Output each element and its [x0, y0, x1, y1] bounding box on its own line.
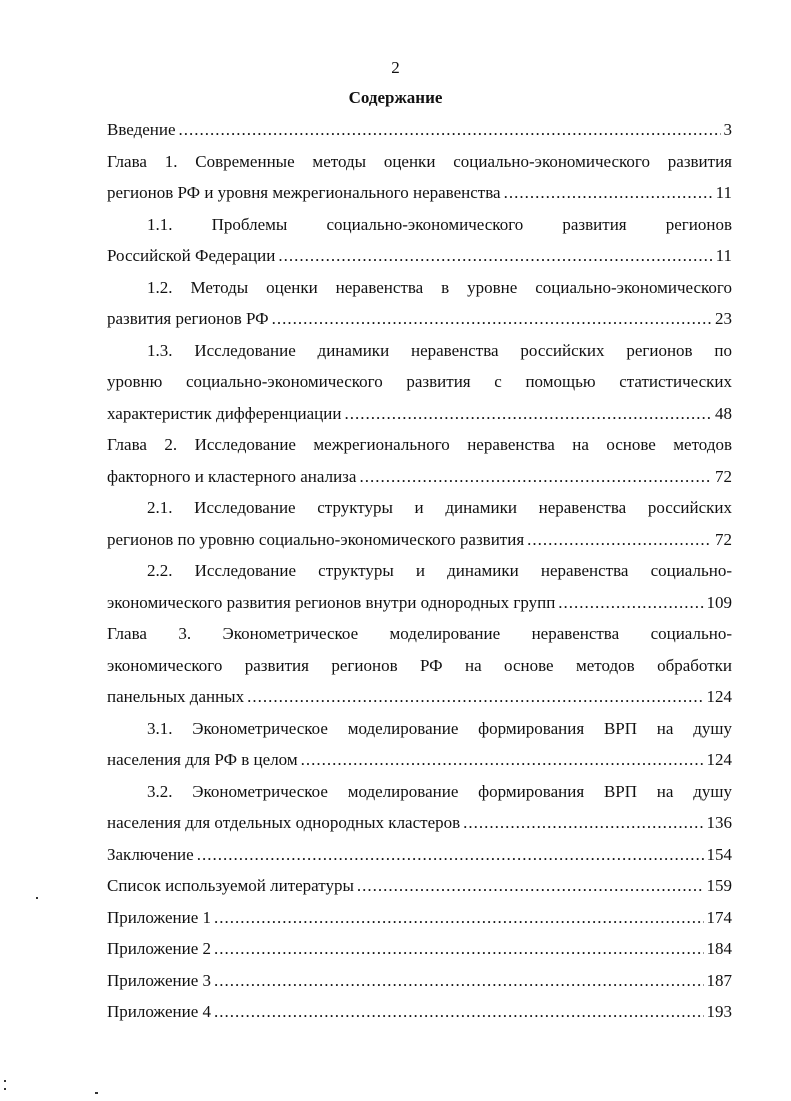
toc-entry-title: 3.2. Эконометрическое моделирование формирования ВРП на душу [147, 781, 732, 801]
toc-entry-title: 2.2. Исследование структуры и динамики неравенства социально- [147, 561, 732, 580]
toc-entry-title: факторного и кластерного анализа [107, 466, 357, 486]
toc-entry-continuation[interactable] [107, 744, 732, 776]
toc-entry-title: населения для РФ в целом [107, 750, 298, 769]
toc-entry[interactable] [107, 335, 732, 367]
toc-entry[interactable] [107, 902, 732, 934]
toc-page-number: 23 [715, 309, 732, 328]
toc-entry-continuation[interactable] [107, 461, 732, 493]
toc-entry[interactable] [107, 839, 732, 871]
toc-page-number: 174 [706, 907, 732, 927]
toc-entry[interactable] [107, 713, 732, 745]
toc-page-number: 184 [706, 939, 732, 958]
toc-entry-title: Глава 2. Исследование межрегионального неравенства на основе методов [107, 435, 732, 454]
toc-entry-title: Приложение 4 [107, 1002, 211, 1021]
toc-entry[interactable] [107, 146, 732, 178]
page-title: Содержание [348, 88, 443, 107]
toc-page-number: 3 [723, 120, 732, 139]
scan-speck [4, 1080, 6, 1082]
scan-speck [95, 1092, 98, 1094]
toc-entry[interactable] [107, 429, 732, 461]
toc-entry-continuation[interactable] [107, 240, 732, 272]
toc-entry-continuation[interactable] [107, 524, 732, 556]
leader-dots [247, 681, 703, 713]
leader-dots [463, 807, 703, 839]
toc-page-number: 124 [706, 687, 732, 706]
toc-entry-title: 1.2. Методы оценки неравенства в уровне социально-экономического [147, 277, 732, 297]
toc-entry-title: регионов РФ и уровня межрегионального неравенства [107, 183, 501, 202]
toc-entry[interactable] [107, 870, 732, 902]
toc-entry-title: 1.1. Проблемы социально-экономического развития регионов [147, 214, 732, 234]
toc-page-number: 136 [706, 813, 732, 832]
toc-page-number: 48 [715, 403, 732, 423]
toc-entry-continuation[interactable] [107, 303, 732, 335]
toc-entry-title: Введение [107, 120, 176, 139]
toc-entry-title: населения для отдельных однородных кластеров [107, 813, 461, 832]
toc-entry[interactable] [107, 272, 732, 304]
toc-entry[interactable] [107, 776, 732, 808]
leader-dots [301, 744, 704, 776]
leader-dots [197, 839, 704, 871]
toc-entry-continuation[interactable] [107, 650, 732, 682]
leader-dots [214, 902, 704, 934]
toc-page-number: 193 [706, 1002, 732, 1021]
toc-page-number: 72 [715, 529, 732, 549]
toc-entry[interactable] [107, 996, 732, 1028]
toc-entry-title: Приложение 2 [107, 939, 211, 958]
toc-entry-title: панельных данных [107, 687, 245, 706]
leader-dots [558, 587, 703, 619]
toc-page-number: 109 [706, 592, 732, 612]
toc-entry-title: 3.1. Эконометрическое моделирование формирования ВРП на душу [147, 718, 732, 738]
toc-entry-continuation[interactable] [107, 366, 732, 398]
toc-entry[interactable] [107, 114, 732, 146]
leader-dots [278, 240, 712, 272]
toc-page-number: 11 [715, 183, 732, 202]
toc-page-number: 11 [715, 246, 732, 265]
toc-entry-title: Приложение 1 [107, 907, 211, 927]
toc-entry-title: Приложение 3 [107, 970, 211, 990]
toc-entry-title: регионов по уровню социально-экономического развития [107, 529, 525, 549]
scan-speck [4, 1088, 6, 1090]
toc-entry-title: развития регионов РФ [107, 309, 269, 328]
toc-entry[interactable] [107, 933, 732, 965]
toc-page-number: 154 [706, 844, 732, 864]
page-number: 2 [391, 58, 400, 77]
leader-dots [272, 303, 712, 335]
leader-dots [527, 524, 712, 556]
toc-entry-continuation[interactable] [107, 807, 732, 839]
toc-entry-title: Российской Федерации [107, 246, 276, 265]
toc-entry-continuation[interactable] [107, 398, 732, 430]
leader-dots [504, 177, 713, 209]
toc-entry-title: 2.1. Исследование структуры и динамики неравенства российских [147, 498, 732, 517]
toc-page-number: 72 [715, 466, 732, 486]
leader-dots [214, 996, 704, 1028]
toc-entry[interactable] [107, 209, 732, 241]
toc-entry-title: Глава 3. Эконометрическое моделирование неравенства социально- [107, 624, 732, 643]
toc-entry-continuation[interactable] [107, 681, 732, 713]
toc-page-number: 159 [706, 876, 732, 895]
leader-dots [357, 870, 704, 902]
leader-dots [179, 114, 721, 146]
toc-entry-continuation[interactable] [107, 587, 732, 619]
toc-entry-title: Глава 1. Современные методы оценки социально-экономического развития [107, 151, 732, 171]
scan-speck [36, 897, 38, 899]
toc-entry[interactable] [107, 492, 732, 524]
toc-entry-title: Заключение [107, 844, 194, 864]
toc-entry-title: уровню социально-экономического развития с помощью статистических [107, 372, 732, 391]
toc-entry-continuation[interactable] [107, 177, 732, 209]
leader-dots [214, 933, 704, 965]
toc-entry[interactable] [107, 555, 732, 587]
toc-entry-title: 1.3. Исследование динамики неравенства российских регионов по [147, 340, 732, 360]
leader-dots [214, 965, 704, 997]
toc-entry-title: экономического развития регионов внутри однородных групп [107, 592, 556, 612]
toc-entry-title: характеристик дифференциации [107, 403, 342, 423]
table-of-contents [107, 114, 732, 1028]
toc-page-number: 187 [706, 970, 732, 990]
toc-entry-title: Список используемой литературы [107, 876, 354, 895]
leader-dots [359, 461, 712, 493]
toc-entry[interactable] [107, 618, 732, 650]
toc-page-number: 124 [706, 750, 732, 769]
leader-dots [344, 398, 712, 430]
toc-entry-title: экономического развития регионов РФ на основе методов обработки [107, 655, 732, 675]
toc-entry[interactable] [107, 965, 732, 997]
